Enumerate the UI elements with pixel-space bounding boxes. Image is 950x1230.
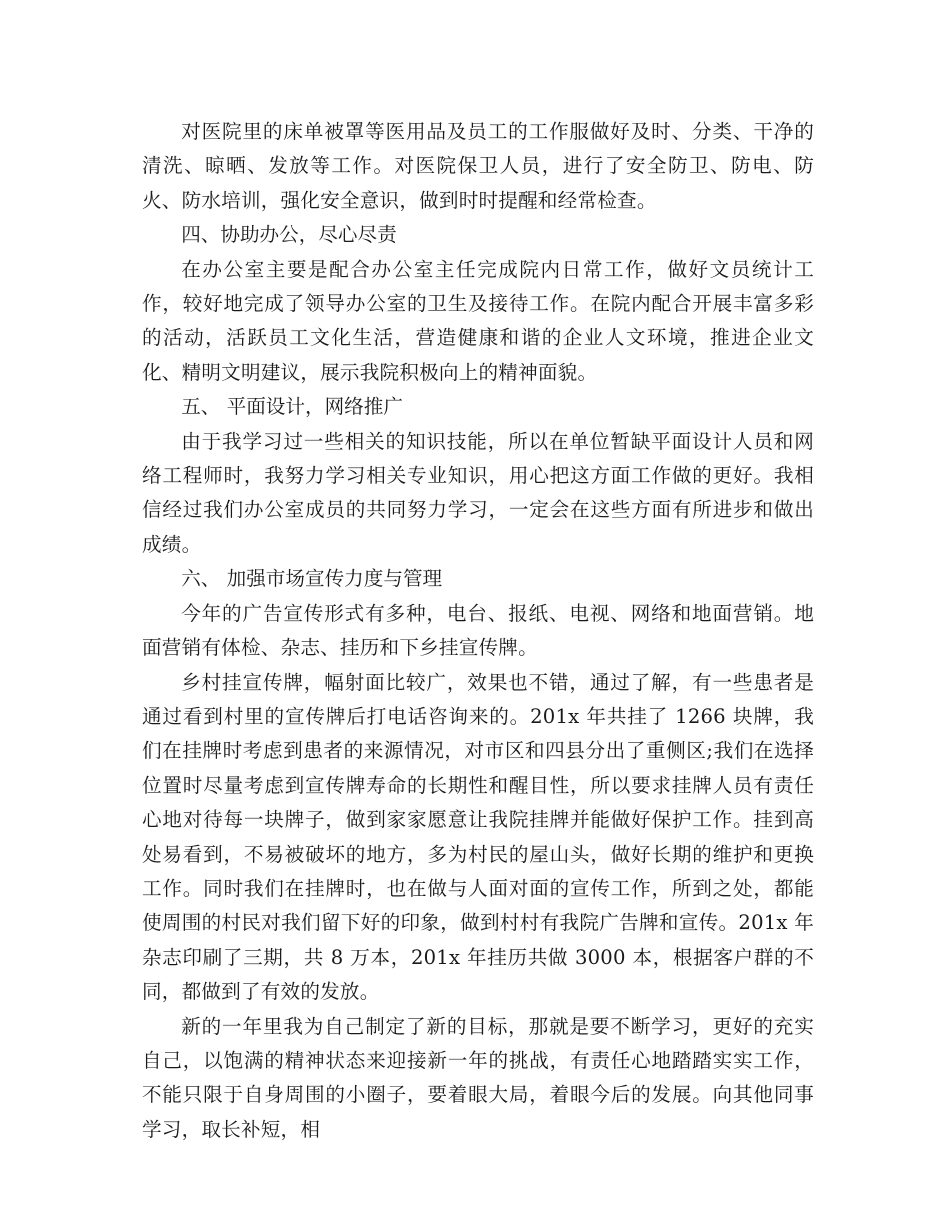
paragraph-laundry-security: 对医院里的床单被罩等医用品及员工的工作服做好及时、分类、干净的清洗、晾晒、发放等工作。对医院保卫人员，进行了安全防卫、防电、防火、防水培训，强化安全意识，做到时时提醒和经常检查。	[142, 120, 814, 212]
section-heading-marketing: 六、 加强市场宣传力度与管理	[181, 567, 443, 591]
paragraph-village-signs: 乡村挂宣传牌，幅射面比较广，效果也不错，通过了解，有一些患者是通过看到村里的宣传牌后打电话咨询来的。201x 年共挂了 1266 块牌，我们在挂牌时考虑到患者的来源情况，对市区和四县分出了重侧区;我们在选择位置时尽量考虑到宣传牌寿命的长期性和醒目性，所以要求挂牌人员有责任心地对待每一块牌子，做到家家愿意让我院挂牌并能做好保护工作。挂到高处易看到，不易被破坏的地方，多为村民的屋山头，做好长期的维护和更换工作。同时我们在挂牌时，也在做与人面对面的宣传工作，所到之处，都能使周围的村民对我们留下好的印象，做到村村有我院广告牌和宣传。201x 年杂志印刷了三期，共 8 万本，201x 年挂历共做 3000 本，根据客户群的不同，都做到了有效的发放。	[142, 670, 814, 1004]
paragraph-new-year-goals: 新的一年里我为自己制定了新的目标，那就是要不断学习，更好的充实自己，以饱满的精神状态来迎接新一年的挑战，有责任心地踏踏实实工作，不能只限于自身周围的小圈子，要着眼大局，着眼今后的发展。向其他同事学习，取长补短，相	[142, 1014, 814, 1141]
section-heading-design: 五、 平面设计，网络推广	[181, 395, 403, 419]
paragraph-advertising-forms: 今年的广告宣传形式有多种，电台、报纸、电视、网络和地面营销。地面营销有体检、杂志、挂历和下乡挂宣传牌。	[142, 601, 814, 660]
section-heading-office: 四、协助办公，尽心尽责	[181, 223, 397, 247]
document-body	[142, 115, 814, 1147]
paragraph-design-work: 由于我学习过一些相关的知识技能，所以在单位暂缺平面设计人员和网络工程师时，我努力学习相关专业知识，用心把这方面工作做的更好。我相信经过我们办公室成员的共同努力学习，一定会在这些方面有所进步和做出成绩。	[142, 429, 814, 556]
paragraph-office-work: 在办公室主要是配合办公室主任完成院内日常工作，做好文员统计工作，较好地完成了领导办公室的卫生及接待工作。在院内配合开展丰富多彩的活动，活跃员工文化生活，营造健康和谐的企业人文环境，推进企业文化、精明文明建议，展示我院积极向上的精神面貌。	[142, 257, 814, 384]
